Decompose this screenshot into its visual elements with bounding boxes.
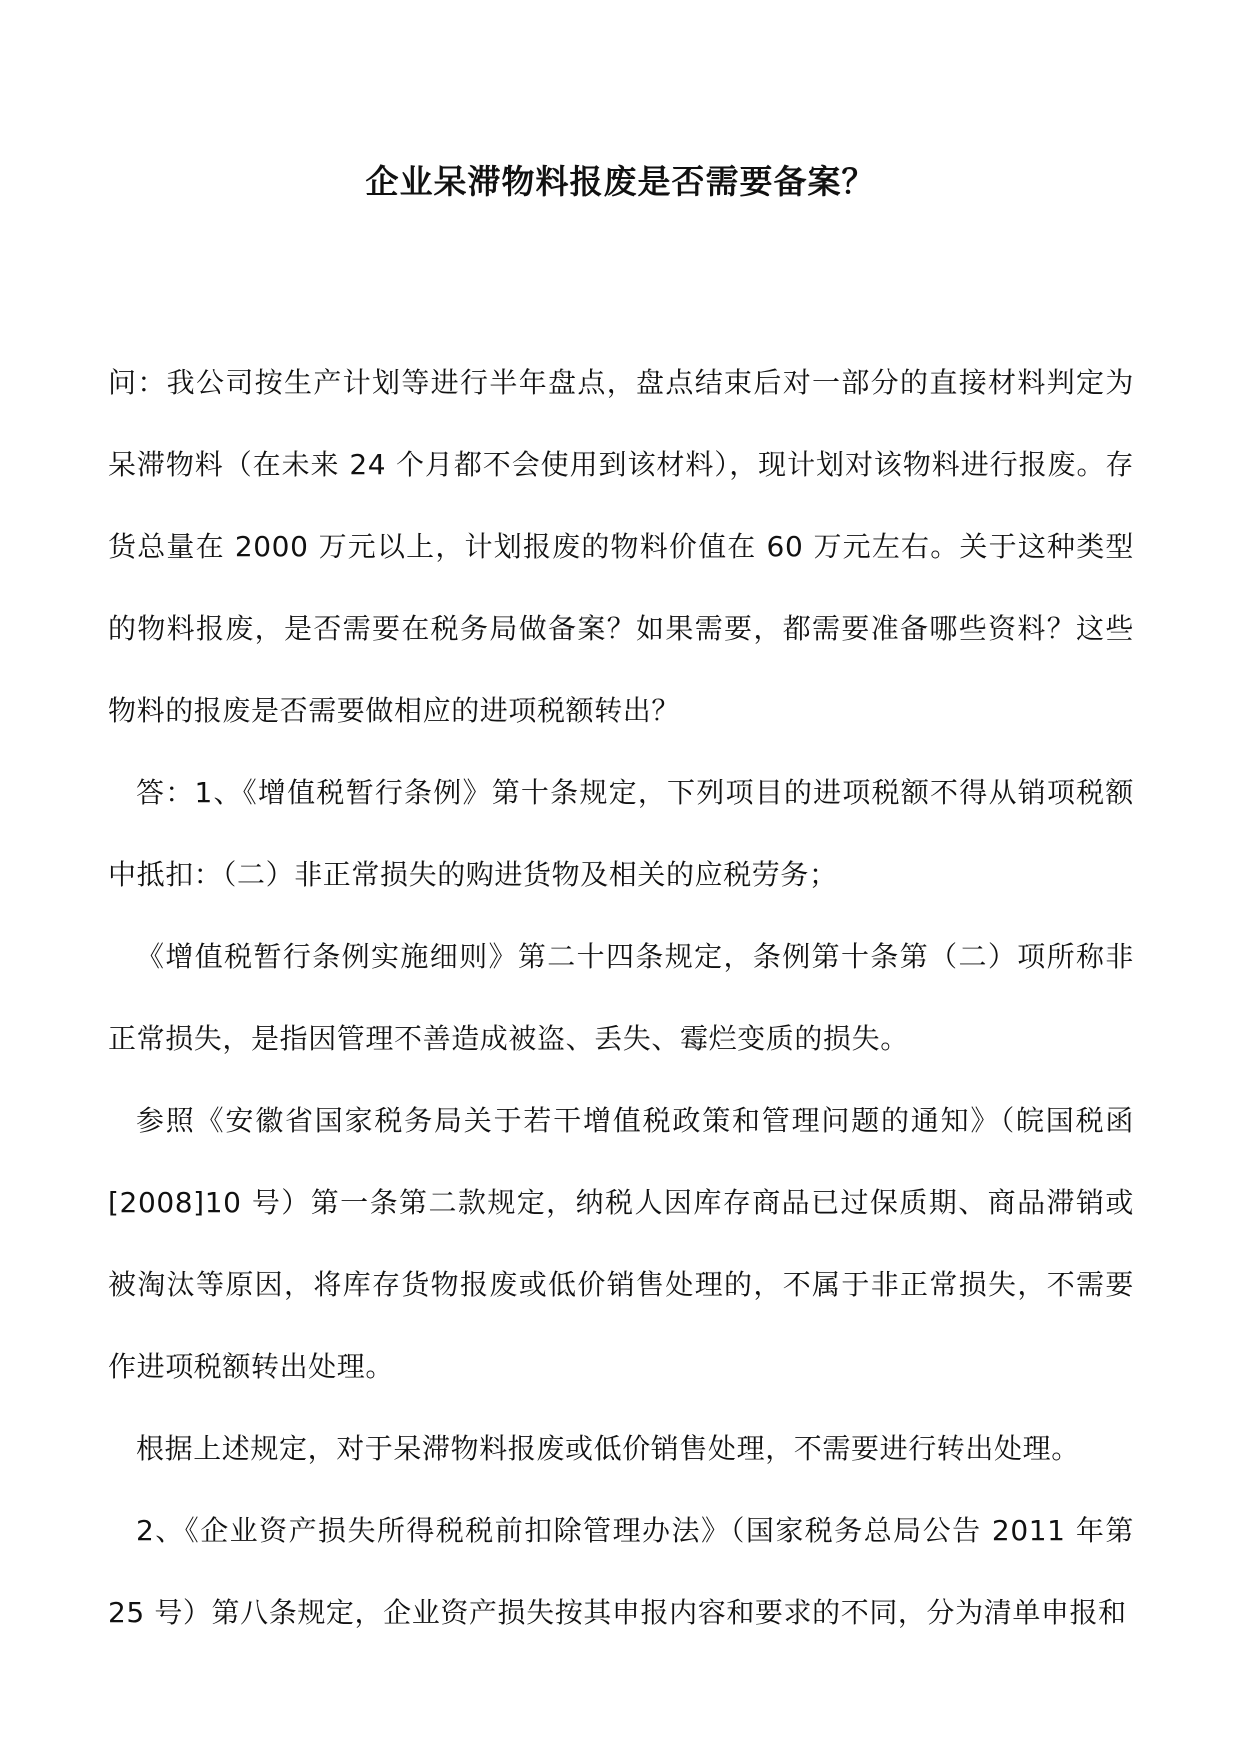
- question-paragraph: 问：我公司按生产计划等进行半年盘点，盘点结束后对一部分的直接材料判定为呆滞物料（在未来 24 个月都不会使用到该材料），现计划对该物料进行报废。存货总量在 2000 万元以上，计划报废的物料价值在 60 万元左右。关于这种类型的物料报废，是否需要在税务局做备案？如果需要，都需要准备哪些资料？这些物料的报废是否需要做相应的进项税额转出？: [108, 366, 1134, 727]
- answer-paragraph-4: 根据上述规定，对于呆滞物料报废或低价销售处理，不需要进行转出处理。: [136, 1432, 1080, 1465]
- answer-paragraph-3: 参照《安徽省国家税务局关于若干增值税政策和管理问题的通知》（皖国税函[2008]10 号）第一条第二款规定，纳税人因库存商品已过保质期、商品滞销或被淘汰等原因，将库存货物报废或低价销售处理的，不属于非正常损失，不需要作进项税额转出处理。: [108, 1104, 1134, 1383]
- document-body: [108, 342, 1134, 1654]
- answer-paragraph-1: 答：1、《增值税暂行条例》第十条规定，下列项目的进项税额不得从销项税额中抵扣：（二）非正常损失的购进货物及相关的应税劳务；: [108, 776, 1134, 891]
- answer-paragraph-2: 《增值税暂行条例实施细则》第二十四条规定，条例第十条第（二）项所称非正常损失，是指因管理不善造成被盗、丢失、霉烂变质的损失。: [108, 940, 1134, 1055]
- document-title: 企业呆滞物料报废是否需要备案？: [365, 162, 876, 201]
- answer-paragraph-5: 2、《企业资产损失所得税税前扣除管理办法》（国家税务总局公告 2011 年第25 号）第八条规定，企业资产损失按其申报内容和要求的不同，分为清单申报和: [108, 1514, 1134, 1629]
